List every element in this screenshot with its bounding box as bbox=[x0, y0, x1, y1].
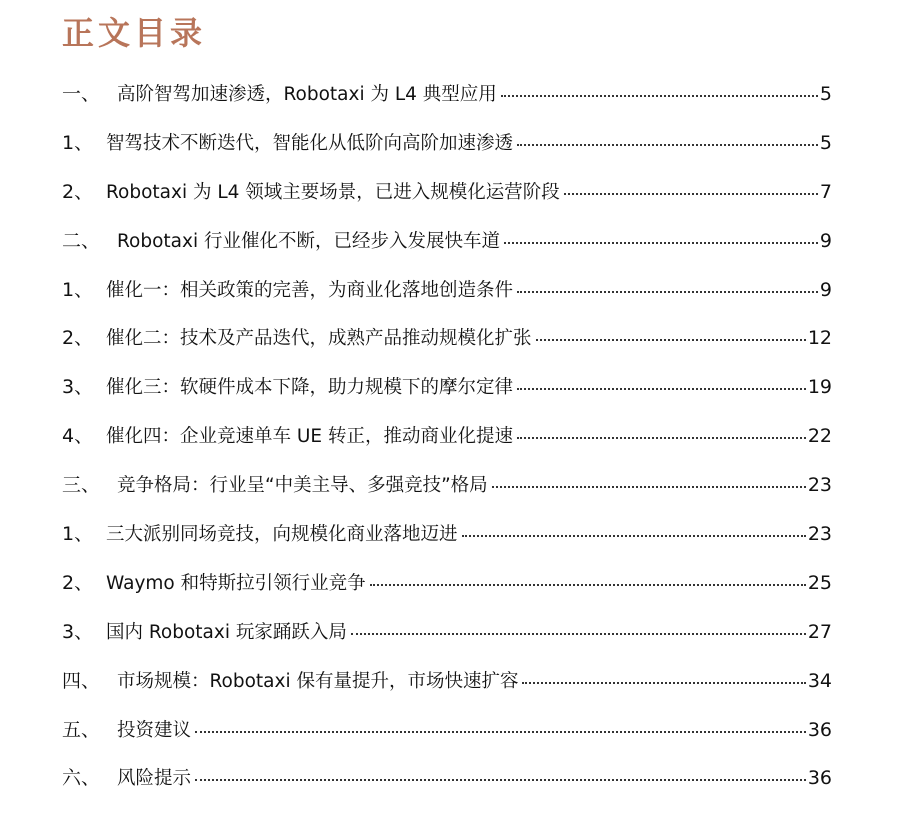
toc-entry-number: 2、 bbox=[62, 327, 94, 350]
toc-entry[interactable] bbox=[62, 619, 832, 668]
toc-entry-page-number: 12 bbox=[807, 327, 832, 350]
toc-entry-title: 催化一：相关政策的完善，为商业化落地创造条件 bbox=[106, 279, 514, 301]
toc-entry[interactable] bbox=[62, 472, 832, 521]
toc-entry[interactable] bbox=[62, 325, 832, 374]
toc-entry-number: 2、 bbox=[62, 571, 94, 594]
toc-entry-title: Robotaxi 行业催化不断，已经步入发展快车道 bbox=[117, 230, 500, 252]
dot-leader bbox=[462, 521, 806, 540]
toc-entry-title: 催化二：技术及产品迭代，成熟产品推动规模化扩张 bbox=[106, 328, 532, 350]
dot-leader bbox=[195, 765, 806, 784]
toc-entry[interactable] bbox=[62, 717, 832, 766]
dot-leader bbox=[522, 668, 805, 687]
toc-entry-number: 一、 bbox=[62, 83, 101, 105]
toc-entry[interactable] bbox=[62, 521, 832, 570]
toc-entry-title: Robotaxi 为 L4 领域主要场景，已进入规模化运营阶段 bbox=[106, 181, 560, 203]
toc-entry-title: 风险提示 bbox=[117, 768, 192, 790]
dot-leader bbox=[351, 619, 806, 638]
toc-entry-number: 2、 bbox=[62, 180, 94, 203]
toc-entry-title: Waymo 和特斯拉引领行业竞争 bbox=[106, 572, 366, 594]
toc-entry[interactable] bbox=[62, 423, 832, 472]
toc-entry-number: 1、 bbox=[62, 523, 94, 546]
toc-entry-page-number: 22 bbox=[807, 425, 832, 448]
table-of-contents bbox=[62, 81, 832, 814]
toc-entry[interactable] bbox=[62, 81, 832, 130]
toc-entry-page-number: 7 bbox=[819, 180, 832, 203]
toc-entry-number: 五、 bbox=[62, 718, 101, 741]
toc-entry[interactable] bbox=[62, 277, 832, 326]
toc-entry-number: 3、 bbox=[62, 620, 94, 643]
toc-entry-title: 竞争格局：行业呈“中美主导、多强竞技”格局 bbox=[117, 475, 488, 497]
dot-leader bbox=[517, 374, 806, 393]
toc-entry-number: 四、 bbox=[62, 669, 101, 692]
toc-entry-number: 1、 bbox=[62, 131, 94, 154]
toc-entry-page-number: 19 bbox=[807, 376, 832, 399]
toc-entry-page-number: 36 bbox=[807, 718, 832, 741]
toc-entry-page-number: 23 bbox=[807, 474, 832, 497]
toc-entry-number: 二、 bbox=[62, 229, 101, 252]
toc-entry-number: 4、 bbox=[62, 425, 94, 448]
dot-leader bbox=[195, 717, 806, 736]
toc-entry-number: 1、 bbox=[62, 278, 94, 301]
dot-leader bbox=[517, 277, 818, 296]
toc-entry[interactable] bbox=[62, 765, 832, 814]
page-title: 正文目录 bbox=[62, 14, 207, 52]
dot-leader bbox=[504, 228, 818, 247]
toc-entry-title: 智驾技术不断迭代，智能化从低阶向高阶加速渗透 bbox=[106, 132, 514, 154]
toc-entry[interactable] bbox=[62, 668, 832, 717]
dot-leader bbox=[492, 472, 806, 491]
toc-entry[interactable] bbox=[62, 130, 832, 179]
toc-entry-number: 3、 bbox=[62, 376, 94, 399]
toc-entry-number: 三、 bbox=[62, 474, 101, 497]
toc-entry[interactable] bbox=[62, 228, 832, 277]
toc-entry-number: 六、 bbox=[62, 767, 101, 790]
toc-entry-page-number: 5 bbox=[819, 83, 832, 105]
dot-leader bbox=[517, 423, 806, 442]
dot-leader bbox=[370, 570, 806, 589]
toc-entry-title: 国内 Robotaxi 玩家踊跃入局 bbox=[106, 621, 347, 643]
toc-entry-title: 催化三：软硬件成本下降，助力规模下的摩尔定律 bbox=[106, 377, 514, 399]
toc-entry-page-number: 27 bbox=[807, 620, 832, 643]
toc-entry-page-number: 36 bbox=[807, 767, 832, 790]
toc-entry-page-number: 34 bbox=[807, 669, 832, 692]
toc-entry-page-number: 9 bbox=[819, 229, 832, 252]
toc-entry-page-number: 25 bbox=[807, 571, 832, 594]
dot-leader bbox=[536, 325, 806, 344]
toc-entry[interactable] bbox=[62, 374, 832, 423]
toc-entry-page-number: 5 bbox=[819, 131, 832, 154]
toc-entry-page-number: 9 bbox=[819, 278, 832, 301]
toc-entry-title: 三大派别同场竞技，向规模化商业落地迈进 bbox=[106, 524, 458, 546]
toc-entry-title: 市场规模：Robotaxi 保有量提升，市场快速扩容 bbox=[117, 670, 519, 692]
dot-leader bbox=[501, 81, 818, 100]
toc-entry-title: 投资建议 bbox=[117, 719, 192, 741]
dot-leader bbox=[564, 179, 818, 198]
toc-entry-title: 高阶智驾加速渗透，Robotaxi 为 L4 典型应用 bbox=[117, 84, 497, 105]
toc-entry[interactable] bbox=[62, 570, 832, 619]
toc-entry-title: 催化四：企业竞速单车 UE 转正，推动商业化提速 bbox=[106, 426, 513, 448]
dot-leader bbox=[517, 130, 818, 149]
toc-entry[interactable] bbox=[62, 179, 832, 228]
toc-entry-page-number: 23 bbox=[807, 523, 832, 546]
